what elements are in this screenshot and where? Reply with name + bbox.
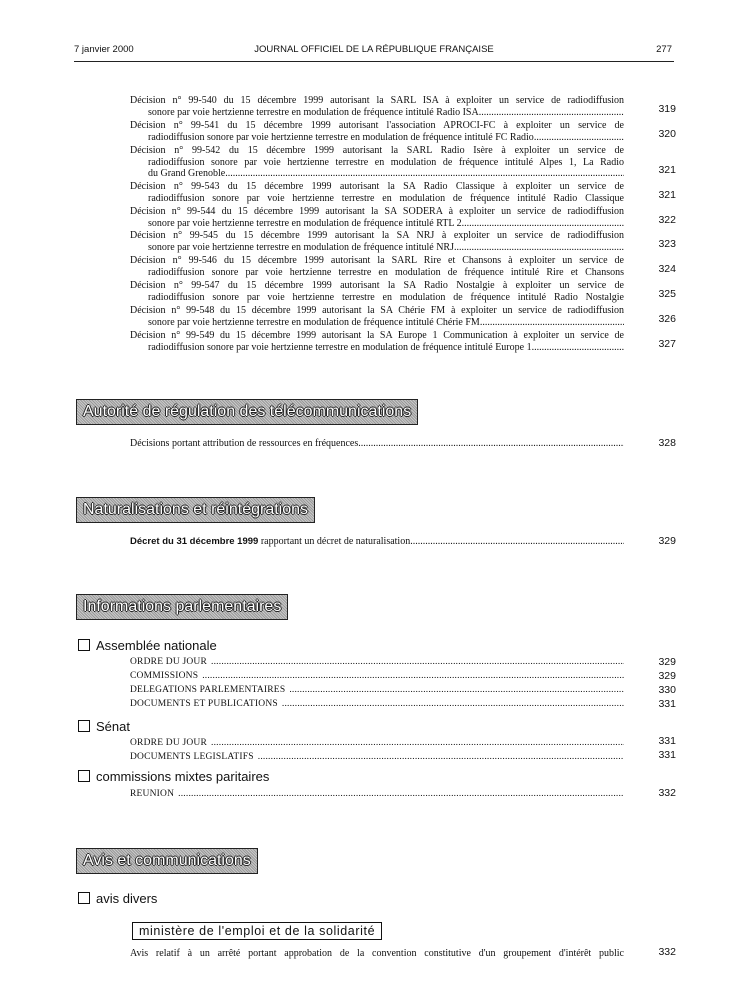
toc-item-page: 332 — [658, 787, 676, 799]
section-avis-divers: avis divers — [78, 891, 157, 906]
section-banner-naturalisations: Naturalisations et réintégrations — [76, 497, 315, 523]
toc-item[interactable]: DÉLÉGATIONS PARLEMENTAIRES ..... — [130, 685, 624, 695]
toc-item[interactable]: RÉUNION ..... — [130, 789, 624, 799]
decision-page: 321 — [658, 189, 676, 201]
decision-entry[interactable]: Décision n° 99-544 du 15 décembre 1999 autorisant la SA SODERA à exploiter un service de radiodiffusion sonore par voie hertzienne terrestre en modulation de fréquence intitulé RTL 2 ..... — [130, 206, 624, 229]
decision-entry[interactable]: Décision n° 99-542 du 15 décembre 1999 autorisant la SARL Radio Isère à exploiter un service de radiodiffusion sonore par voie hertzienne terrestre en modulation de fréquence intitulé Alpes 1, La Radio du Grand Grenoble ..... — [130, 145, 624, 180]
toc-item-page: 331 — [658, 698, 676, 710]
decision-entry[interactable]: Décision n° 99-540 du 15 décembre 1999 autorisant la SARL ISA à exploiter un service de radiodiffusion sonore par voie hertzienne terrestre en modulation de fréquence intitulé Radio ISA ..... — [130, 95, 624, 118]
toc-item-page: 331 — [658, 735, 676, 747]
decision-page: 325 — [658, 288, 676, 300]
decision-page: 322 — [658, 214, 676, 226]
decision-page: 319 — [658, 103, 676, 115]
decision-entry[interactable]: Décision n° 99-547 du 15 décembre 1999 autorisant la SA Radio Nostalgie à exploiter un service de radiodiffusion sonore par voie hertzienne terrestre en modulation de fréquence intitulé Radio Nostalgie — [130, 280, 624, 303]
decision-entry[interactable]: Décision n° 99-548 du 15 décembre 1999 autorisant la SA Chérie FM à exploiter un service de radiodiffusion sonore par voie hertzienne terrestre en modulation de fréquence intitulé Chérie FM ..... — [130, 305, 624, 328]
header-date: 7 janvier 2000 — [74, 44, 134, 55]
section-senat: Sénat — [78, 719, 130, 734]
decision-page: 326 — [658, 313, 676, 325]
decision-page: 323 — [658, 238, 676, 250]
telecom-decisions-page: 328 — [658, 437, 676, 449]
decision-page: 324 — [658, 263, 676, 275]
toc-item-page: 330 — [658, 684, 676, 696]
decision-entry[interactable]: Décision n° 99-543 du 15 décembre 1999 autorisant la SA Radio Classique à exploiter un service de radiodiffusion sonore par voie hertzienne terrestre en modulation de fréquence intitulé Radio Classique — [130, 181, 624, 204]
decision-entry[interactable]: Décision n° 99-549 du 15 décembre 1999 autorisant la SA Europe 1 Communication à exploiter un service de radiodiffusion sonore par voie hertzienne terrestre en modulation de fréquence intitulé Europe 1 ..... — [130, 330, 624, 353]
section-banner-parliamentary-info: Informations parlementaires — [76, 594, 288, 620]
decision-entry[interactable]: Décision n° 99-545 du 15 décembre 1999 autorisant la SA NRJ à exploiter un service de radiodiffusion sonore par voie hertzienne terrestre en modulation de fréquence intitulé NRJ ..... — [130, 230, 624, 253]
header-rule — [74, 61, 674, 62]
checkbox-square-icon — [78, 639, 90, 651]
toc-item-page: 331 — [658, 749, 676, 761]
toc-item-page: 329 — [658, 670, 676, 682]
toc-item-page: 329 — [658, 656, 676, 668]
toc-item[interactable]: DOCUMENTS LÉGISLATIFS ..... — [130, 752, 624, 762]
decision-entry[interactable]: Décision n° 99-541 du 15 décembre 1999 autorisant l'association APROCI-FC à exploiter un service de radiodiffusion sonore par voie hertzienne terrestre en modulation de fréquence intitulé FC Radio ..... — [130, 120, 624, 143]
avis-entry[interactable]: Avis relatif à un arrêté portant approbation de la convention constitutive d'un groupement d'intérêt public — [130, 948, 624, 959]
page-header — [0, 44, 748, 60]
header-page-number: 277 — [656, 44, 672, 55]
section-banner-avis: Avis et communications — [76, 848, 258, 874]
decision-entry[interactable]: Décision n° 99-546 du 15 décembre 1999 autorisant la SARL Rire et Chansons à exploiter un service de radiodiffusion sonore par voie hertzienne terrestre en modulation de fréquence intitulé Rire et Chansons — [130, 255, 624, 278]
toc-item[interactable]: DOCUMENTS ET PUBLICATIONS ..... — [130, 699, 624, 709]
section-assemblee-nationale: Assemblée nationale — [78, 638, 217, 653]
decision-page: 320 — [658, 128, 676, 140]
checkbox-square-icon — [78, 892, 90, 904]
header-title: JOURNAL OFFICIEL DE LA RÉPUBLIQUE FRANÇAISE — [254, 44, 494, 55]
avis-entry-page: 332 — [658, 946, 676, 958]
checkbox-square-icon — [78, 770, 90, 782]
decision-page: 327 — [658, 338, 676, 350]
checkbox-square-icon — [78, 720, 90, 732]
ministry-heading: ministère de l'emploi et de la solidarité — [132, 922, 382, 940]
section-banner-telecom-authority: Autorité de régulation des télécommunications — [76, 399, 418, 425]
naturalisation-decree-entry[interactable]: Décret du 31 décembre 1999 rapportant un décret de naturalisation ..... — [130, 536, 624, 547]
decision-page: 321 — [658, 164, 676, 176]
naturalisation-decree-page: 329 — [658, 535, 676, 547]
toc-item[interactable]: ORDRE DU JOUR ..... — [130, 738, 624, 748]
toc-item[interactable]: ORDRE DU JOUR ..... — [130, 657, 624, 667]
toc-item[interactable]: COMMISSIONS ..... — [130, 671, 624, 681]
telecom-decisions-entry[interactable]: Décisions portant attribution de ressources en fréquences ..... — [130, 438, 624, 449]
section-commissions-mixtes: commissions mixtes paritaires — [78, 769, 269, 784]
